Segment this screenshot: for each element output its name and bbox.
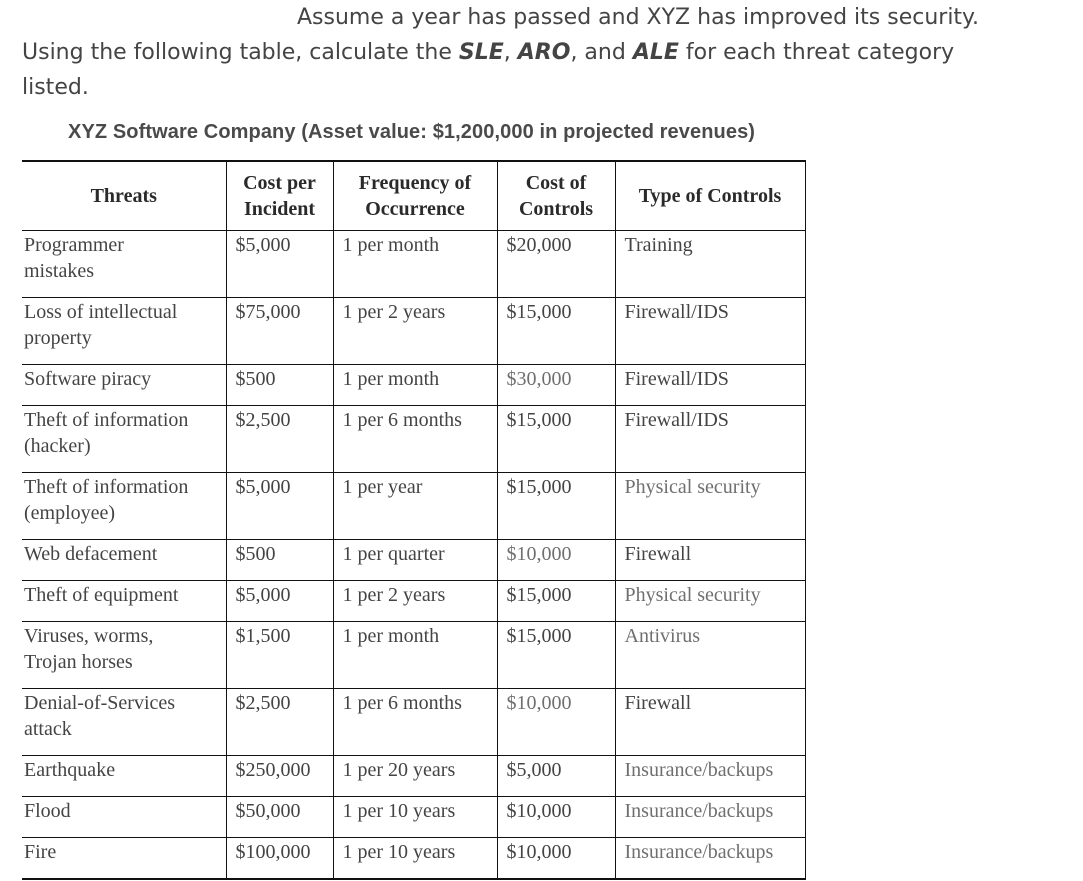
table-caption: XYZ Software Company (Asset value: $1,200,000 in projected revenues): [68, 121, 756, 143]
table-row: [22, 231, 805, 298]
threat-cell: Software piracy: [22, 365, 226, 406]
control-type-cell: Firewall: [615, 689, 805, 756]
table-body: [22, 231, 805, 880]
control-type-cell: Firewall: [615, 540, 805, 581]
cost-cell: $1,500: [226, 622, 333, 689]
threats-table: [22, 160, 806, 880]
table-row: [22, 540, 805, 581]
threat-cell: Web defacement: [22, 540, 226, 581]
cost-cell: $5,000: [226, 473, 333, 540]
question-text-lead: Using the following table, calculate the: [22, 40, 459, 65]
table-row: [22, 298, 805, 365]
frequency-cell: 1 per quarter: [333, 540, 497, 581]
threat-cell: Viruses, worms, Trojan horses: [22, 622, 226, 689]
frequency-cell: 1 per month: [333, 622, 497, 689]
table-row: [22, 406, 805, 473]
control-type-cell: Physical security: [615, 473, 805, 540]
frequency-cell: 1 per 10 years: [333, 838, 497, 880]
sle-term: SLE: [458, 40, 504, 65]
header-threats: Threats: [22, 161, 226, 231]
control-cost-cell: $10,000: [497, 838, 615, 880]
control-type-cell: Antivirus: [615, 622, 805, 689]
cost-cell: $2,500: [226, 406, 333, 473]
control-cost-cell: $10,000: [497, 540, 615, 581]
control-type-cell: Firewall/IDS: [615, 298, 805, 365]
threat-cell: Fire: [22, 838, 226, 880]
frequency-cell: 1 per 6 months: [333, 689, 497, 756]
cost-cell: $2,500: [226, 689, 333, 756]
control-cost-cell: $15,000: [497, 298, 615, 365]
cost-cell: $500: [226, 365, 333, 406]
cost-cell: $100,000: [226, 838, 333, 880]
threat-cell: Loss of intellectual property: [22, 298, 226, 365]
question-text: [22, 0, 1072, 105]
control-cost-cell: $10,000: [497, 797, 615, 838]
control-cost-cell: $15,000: [497, 622, 615, 689]
table-row: [22, 756, 805, 797]
control-cost-cell: $15,000: [497, 406, 615, 473]
control-cost-cell: $5,000: [497, 756, 615, 797]
table-row: [22, 622, 805, 689]
threat-cell: Flood: [22, 797, 226, 838]
aro-term: ARO: [517, 40, 571, 65]
frequency-cell: 1 per month: [333, 231, 497, 298]
threat-cell: Theft of information (hacker): [22, 406, 226, 473]
frequency-cell: 1 per year: [333, 473, 497, 540]
cost-cell: $5,000: [226, 581, 333, 622]
threat-cell: Earthquake: [22, 756, 226, 797]
cost-cell: $75,000: [226, 298, 333, 365]
separator-comma: ,: [503, 40, 518, 65]
table-row: [22, 689, 805, 756]
control-cost-cell: $30,000: [497, 365, 615, 406]
control-cost-cell: $20,000: [497, 231, 615, 298]
control-cost-cell: $15,000: [497, 581, 615, 622]
header-frequency: Frequency of Occurrence: [333, 161, 497, 231]
table-row: [22, 365, 805, 406]
frequency-cell: 1 per 10 years: [333, 797, 497, 838]
question-line-1: Assume a year has passed and XYZ has improved its security.: [297, 5, 979, 30]
question-line-3: listed.: [22, 75, 89, 100]
frequency-cell: 1 per 20 years: [333, 756, 497, 797]
control-cost-cell: $10,000: [497, 689, 615, 756]
frequency-cell: 1 per 2 years: [333, 298, 497, 365]
control-type-cell: Firewall/IDS: [615, 365, 805, 406]
header-cost-of-controls: Cost of Controls: [497, 161, 615, 231]
cost-cell: $50,000: [226, 797, 333, 838]
control-type-cell: Firewall/IDS: [615, 406, 805, 473]
threat-cell: Denial-of-Services attack: [22, 689, 226, 756]
question-text-tail: for each threat category: [678, 40, 955, 65]
frequency-cell: 1 per month: [333, 365, 497, 406]
cost-cell: $5,000: [226, 231, 333, 298]
question-line-2: [22, 40, 954, 65]
threat-cell: Programmer mistakes: [22, 231, 226, 298]
table-row: [22, 473, 805, 540]
header-cost-per-incident: Cost per Incident: [226, 161, 333, 231]
table-row: [22, 838, 805, 880]
control-type-cell: Insurance/backups: [615, 838, 805, 880]
table-header: [22, 161, 805, 231]
control-type-cell: Physical security: [615, 581, 805, 622]
header-type-of-controls: Type of Controls: [615, 161, 805, 231]
cost-cell: $250,000: [226, 756, 333, 797]
frequency-cell: 1 per 2 years: [333, 581, 497, 622]
cost-cell: $500: [226, 540, 333, 581]
control-type-cell: Insurance/backups: [615, 797, 805, 838]
separator-and: , and: [570, 40, 633, 65]
threat-cell: Theft of information (employee): [22, 473, 226, 540]
table-row: [22, 581, 805, 622]
frequency-cell: 1 per 6 months: [333, 406, 497, 473]
ale-term: ALE: [632, 40, 679, 65]
header-row: [22, 161, 805, 231]
control-type-cell: Training: [615, 231, 805, 298]
table-row: [22, 797, 805, 838]
control-type-cell: Insurance/backups: [615, 756, 805, 797]
control-cost-cell: $15,000: [497, 473, 615, 540]
threat-cell: Theft of equipment: [22, 581, 226, 622]
